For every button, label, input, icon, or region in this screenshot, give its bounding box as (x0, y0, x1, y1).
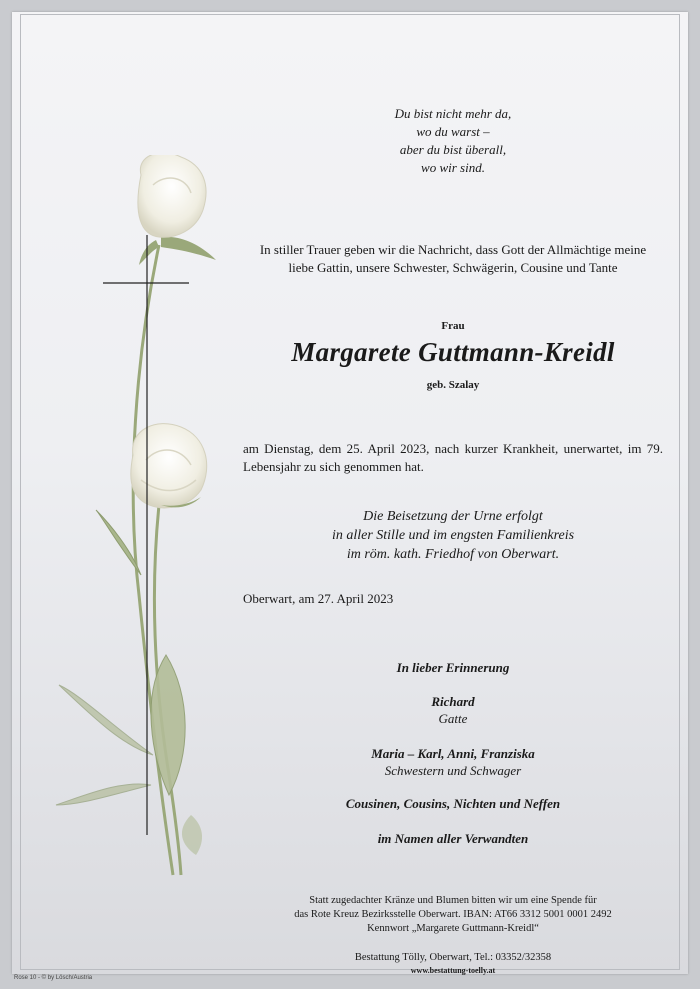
deceased-name: Margarete Guttmann-Kreidl (291, 337, 615, 367)
rose-leaf (151, 655, 185, 795)
rose-leaf (59, 685, 153, 755)
rose-bloom-top (138, 155, 206, 237)
death-notice: am Dienstag, dem 25. April 2023, nach kurzer Krankheit, unerwartet, im 79. Lebensjahr zu sich genommen hat. (243, 441, 663, 474)
donation-line: Statt zugedachter Kränze und Blumen bitten wir um eine Spende für (309, 895, 597, 906)
intro-line: In stiller Trauer geben wir die Nachricht, dass Gott der Allmächtige meine (259, 242, 647, 257)
memorial-poem (233, 105, 673, 177)
intro-line: liebe Gattin, unsere Schwester, Schwägerin, Cousine und Tante (288, 260, 618, 275)
cousins-line: Cousinen, Cousins, Nichten und Neffen (345, 796, 561, 811)
rose-leaf (182, 815, 202, 855)
mourner-entry (233, 693, 673, 727)
mourner-names: Maria – Karl, Anni, Franziska (371, 746, 535, 761)
undertaker-info (233, 951, 673, 977)
salutation: Frau (441, 320, 465, 332)
mourner-entry (233, 745, 673, 779)
poem-line: wo du warst – (416, 124, 490, 139)
intro-text (233, 241, 673, 277)
undertaker-website[interactable]: www.bestattung-toelly.at (410, 966, 496, 975)
memory-title: In lieber Erinnerung (396, 660, 510, 675)
mourner-names: Richard (431, 694, 475, 709)
poem-line: Du bist nicht mehr da, (394, 106, 512, 121)
poem-line: aber du bist überall, (399, 142, 507, 157)
mourner-relation: Schwestern und Schwager (384, 763, 522, 778)
burial-line: Die Beisetzung der Urne erfolgt (363, 509, 543, 524)
print-imprint: Rose 10 - © by Lösch/Austria (14, 975, 93, 981)
donation-line: das Rote Kreuz Bezirksstelle Oberwart. IBAN: AT66 3312 5001 0001 2492 (294, 909, 612, 920)
burial-line: in aller Stille und im engsten Familienkreis (331, 528, 575, 543)
rose-leaf (56, 784, 151, 805)
white-roses-illustration (41, 155, 241, 915)
poem-line: wo wir sind. (421, 160, 485, 175)
mourner-relation: Gatte (438, 711, 468, 726)
donation-line: Kennwort „Margarete Guttmann-Kreidl“ (367, 923, 539, 934)
birth-name: geb. Szalay (426, 379, 480, 391)
rose-sepal (161, 237, 216, 260)
donation-request (233, 894, 673, 936)
relatives-line: im Namen aller Verwandten (377, 831, 529, 846)
burial-info (233, 507, 673, 564)
page-frame (20, 14, 680, 975)
burial-line: im röm. kath. Friedhof von Oberwart. (346, 547, 560, 562)
rose-bloom-lower (131, 424, 207, 508)
undertaker-contact: Bestattung Tölly, Oberwart, Tel.: 03352/32358 (354, 952, 552, 963)
place-date: Oberwart, am 27. April 2023 (243, 591, 394, 606)
